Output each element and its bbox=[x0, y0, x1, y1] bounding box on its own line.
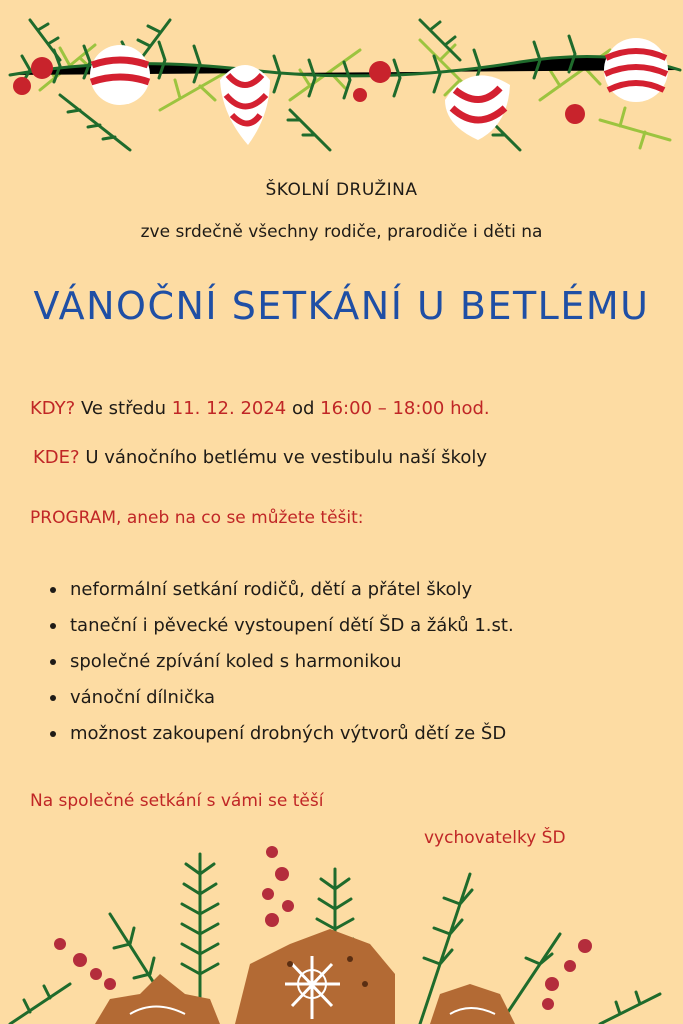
invitation-text: zve srdečně všechny rodiče, prarodiče i děti na bbox=[140, 222, 543, 242]
signature: vychovatelky ŠD bbox=[424, 828, 566, 848]
bullet-icon bbox=[50, 623, 56, 629]
where-label: KDE? bbox=[33, 447, 80, 468]
gingerbread-pine-decoration bbox=[0, 834, 683, 1024]
list-item: neformální setkání rodičů, dětí a přátel školy bbox=[50, 572, 514, 608]
bullet-icon bbox=[50, 659, 56, 665]
pine-garland-decoration bbox=[0, 0, 683, 160]
program-heading: PROGRAM, aneb na co se můžete těšit: bbox=[30, 508, 364, 528]
where-line bbox=[33, 447, 487, 468]
when-label: KDY? bbox=[30, 398, 76, 419]
bullet-icon bbox=[50, 731, 56, 737]
program-list bbox=[50, 572, 514, 752]
list-item: vánoční dílnička bbox=[50, 680, 514, 716]
when-text-1: Ve středu bbox=[75, 398, 172, 419]
list-item: možnost zakoupení drobných výtvorů dětí ze ŠD bbox=[50, 716, 514, 752]
bullet-icon bbox=[50, 695, 56, 701]
bullet-icon bbox=[50, 587, 56, 593]
organization-heading: ŠKOLNÍ DRUŽINA bbox=[265, 180, 418, 200]
when-text-2: od bbox=[286, 398, 321, 419]
when-date: 11. 12. 2024 bbox=[171, 398, 287, 419]
where-text: U vánočního betlému ve vestibulu naší školy bbox=[79, 447, 488, 468]
closing-text: Na společné setkání s vámi se těší bbox=[30, 791, 324, 811]
event-title: VÁNOČNÍ SETKÁNÍ U BETLÉMU bbox=[33, 284, 650, 328]
list-item: společné zpívání koled s harmonikou bbox=[50, 644, 514, 680]
when-time: 16:00 – 18:00 hod. bbox=[320, 398, 490, 419]
when-line bbox=[30, 398, 490, 419]
list-item: taneční i pěvecké vystoupení dětí ŠD a žáků 1.st. bbox=[50, 608, 514, 644]
